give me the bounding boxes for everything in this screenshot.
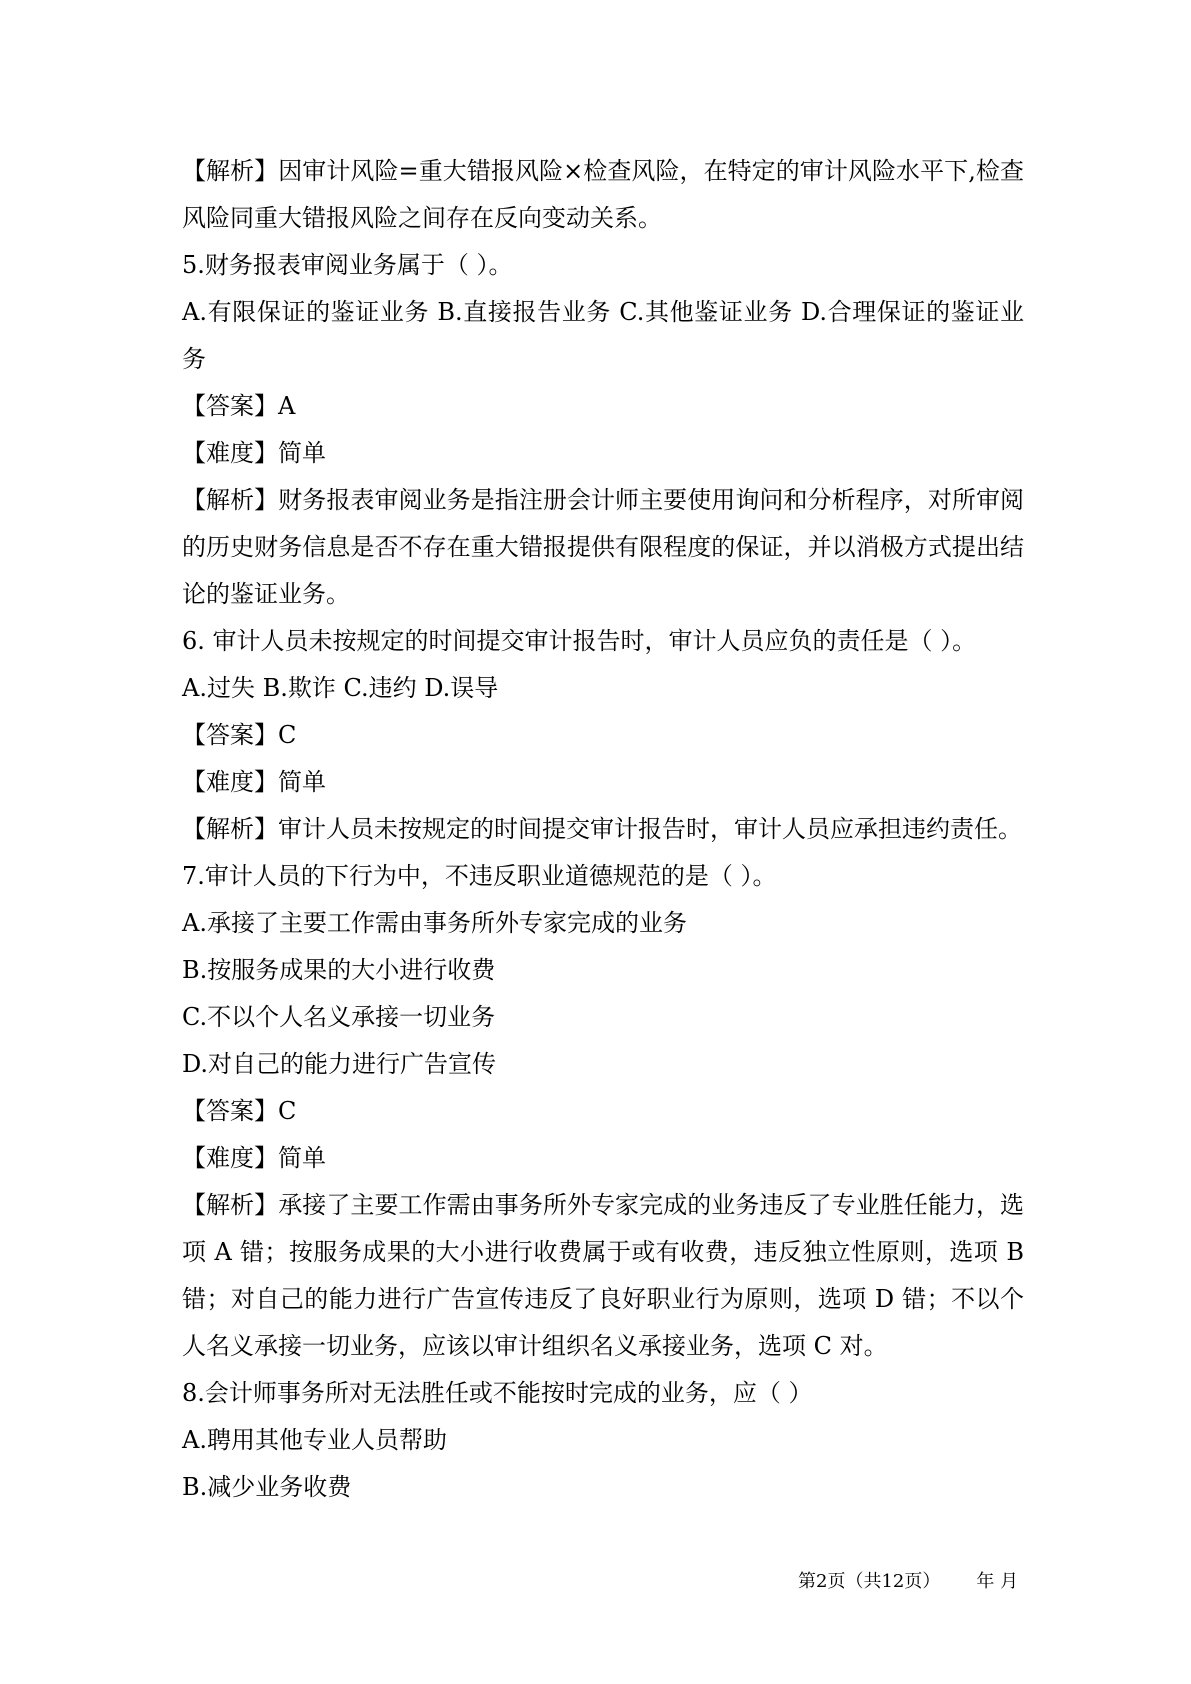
paragraph-line: 论的鉴证业务。 bbox=[182, 580, 350, 608]
text-line: 【答案】C bbox=[182, 721, 297, 749]
text-line: A.聘用其他专业人员帮助 bbox=[182, 1426, 447, 1454]
text-line: C.不以个人名义承接一切业务 bbox=[182, 1003, 496, 1031]
text-line: 8.会计师事务所对无法胜任或不能按时完成的业务，应（ ） bbox=[182, 1379, 813, 1407]
text-line: 5.财务报表审阅业务属于（ ）。 bbox=[182, 251, 513, 279]
text-line: 【答案】C bbox=[182, 1097, 297, 1125]
paragraph bbox=[182, 477, 1024, 618]
text-line: B.按服务成果的大小进行收费 bbox=[182, 956, 496, 984]
paragraph-line: 务 bbox=[182, 345, 206, 373]
paragraph-line: 项 A 错；按服务成果的大小进行收费属于或有收费，违反独立性原则，选项 B bbox=[182, 1238, 1024, 1266]
text-line: 6. 审计人员未按规定的时间提交审计报告时，审计人员应负的责任是（ ）。 bbox=[182, 627, 977, 655]
paragraph bbox=[182, 148, 1024, 242]
date-field: 年 月 bbox=[976, 1571, 1019, 1592]
text-line: 【解析】审计人员未按规定的时间提交审计报告时，审计人员应承担违约责任。 bbox=[182, 815, 1022, 843]
paragraph bbox=[182, 289, 1024, 383]
text-line: 【难度】简单 bbox=[182, 439, 326, 467]
text-line: B.减少业务收费 bbox=[182, 1473, 352, 1501]
paragraph bbox=[182, 1182, 1024, 1370]
paragraph-line: 【解析】财务报表审阅业务是指注册会计师主要使用询问和分析程序，对所审阅 bbox=[182, 486, 1024, 514]
text-line: D.对自己的能力进行广告宣传 bbox=[182, 1050, 497, 1078]
text-line: 【难度】简单 bbox=[182, 768, 326, 796]
paragraph-line: A.有限保证的鉴证业务 B.直接报告业务 C.其他鉴证业务 D.合理保证的鉴证业 bbox=[182, 298, 1024, 326]
text-line: 7.审计人员的下行为中，不违反职业道德规范的是（ ）。 bbox=[182, 862, 777, 890]
paragraph-line: 的历史财务信息是否不存在重大错报提供有限程度的保证，并以消极方式提出结 bbox=[182, 533, 1024, 561]
paragraph-line: 风险同重大错报风险之间存在反向变动关系。 bbox=[182, 204, 662, 232]
page-body bbox=[182, 148, 1024, 1511]
paragraph-line: 【解析】因审计风险=重大错报风险×检查风险，在特定的审计风险水平下,检查 bbox=[182, 157, 1024, 185]
text-line: 【难度】简单 bbox=[182, 1144, 326, 1172]
paragraph-line: 人名义承接一切业务，应该以审计组织名义承接业务，选项 C 对。 bbox=[182, 1332, 888, 1360]
text-line: A.承接了主要工作需由事务所外专家完成的业务 bbox=[182, 909, 687, 937]
page-number: 第2页（共12页） bbox=[798, 1571, 941, 1592]
page-footer bbox=[798, 1567, 1018, 1593]
text-line: 【答案】A bbox=[182, 392, 296, 420]
paragraph-line: 【解析】承接了主要工作需由事务所外专家完成的业务违反了专业胜任能力，选 bbox=[182, 1191, 1024, 1219]
paragraph-line: 错；对自己的能力进行广告宣传违反了良好职业行为原则，选项 D 错；不以个 bbox=[182, 1285, 1024, 1313]
text-line: A.过失 B.欺诈 C.违约 D.误导 bbox=[182, 674, 499, 702]
